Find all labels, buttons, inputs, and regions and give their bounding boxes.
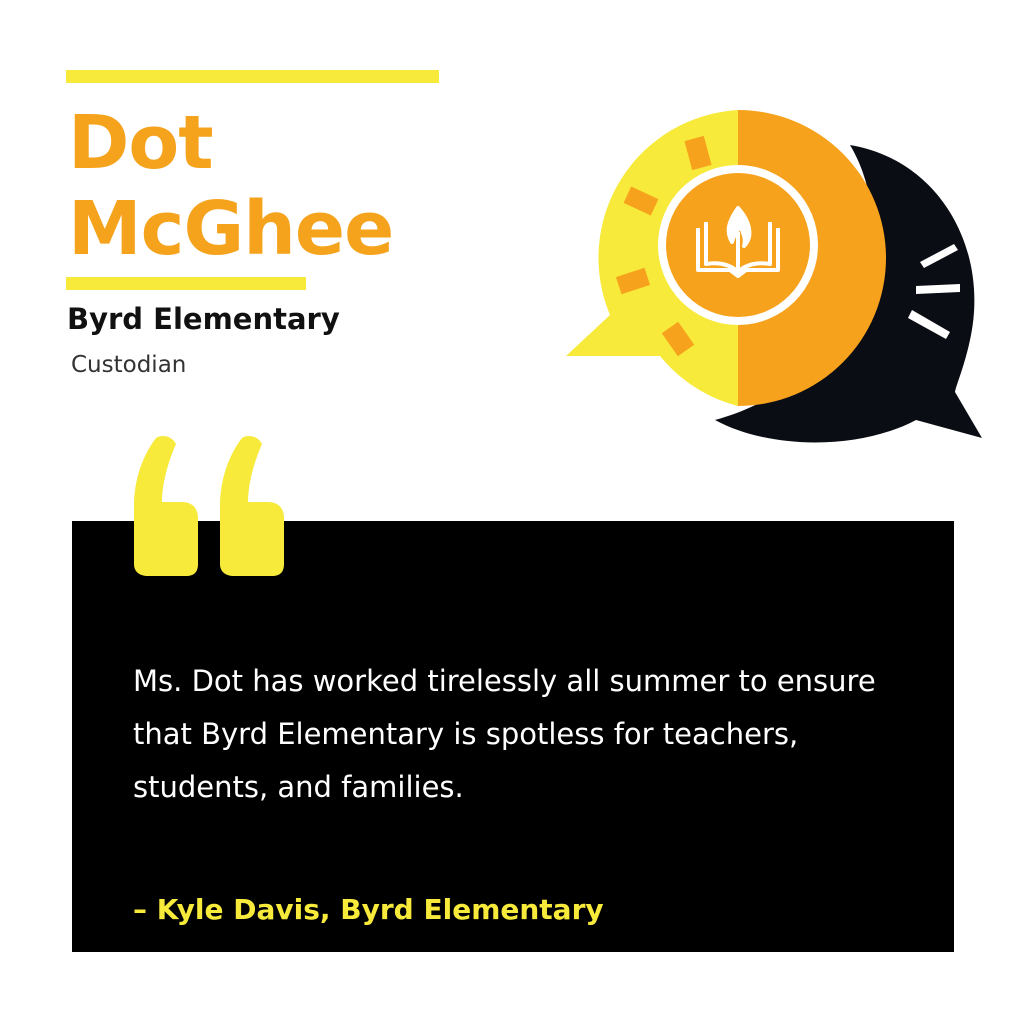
quote-mark-icon [128,436,288,578]
first-name: Dot [68,100,213,186]
middle-accent-bar [66,277,306,290]
quote-text: Ms. Dot has worked tirelessly all summer to ensure that Byrd Elementary is spotless for teachers, students, and families. [133,664,876,804]
person-name [68,100,393,272]
top-accent-bar [66,70,439,83]
last-name: McGhee [68,186,394,272]
sun-speech-bubble [566,110,886,406]
speech-bubble-logo [560,100,990,450]
job-role: Custodian [71,352,187,378]
quote-attribution: – Kyle Davis, Byrd Elementary [133,893,604,926]
school-name: Byrd Elementary [67,302,340,336]
